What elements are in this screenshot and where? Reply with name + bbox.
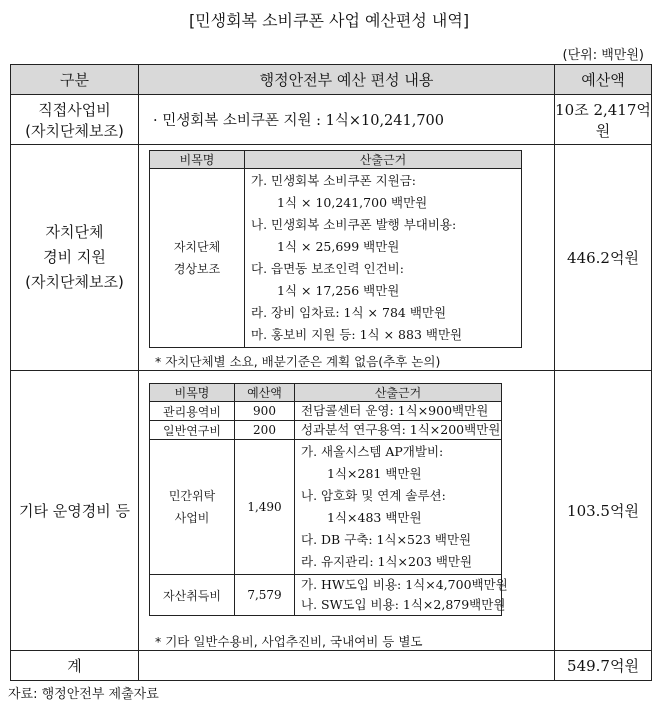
header-amount: 예산액: [555, 65, 652, 95]
total-label: 계: [11, 651, 139, 681]
row2-amount: 446.2억원: [555, 145, 652, 371]
row2-basis: 가. 민생회복 소비쿠폰 지원금: 1식 × 10,241,700 백만원 나. 민생회복 소비쿠폰 발행 부대비용: 1식 × 25,699 백만원 다. 읍면동 보조인력 인건비: 1식 × 17,256 백만원 라. 장비 임차료: 1식 × 784 백만원 마. 홍보비 지원 등: 1식 × 883 백만원: [245, 169, 522, 348]
row3-item-name: 일반연구비: [150, 421, 235, 440]
row-direct-project: [11, 95, 652, 145]
row3-amount: 103.5억원: [555, 371, 652, 651]
row3-item-name: 자산취득비: [150, 575, 235, 616]
header-content: 행정안전부 예산 편성 내용: [139, 65, 555, 95]
row-local-support: [11, 145, 652, 371]
row3-inner-header-basis: 산출근거: [295, 384, 502, 402]
row2-note: * 자치단체별 소요, 배분기준은 계획 없음(추후 논의): [155, 354, 441, 369]
total-empty: [139, 651, 555, 681]
row3-item-amount: 900: [235, 402, 295, 421]
total-amount: 549.7억원: [555, 651, 652, 681]
row3-inner-table: [149, 383, 508, 616]
row2-inner-header-name: 비목명: [150, 151, 245, 169]
header-row: [11, 65, 652, 95]
row3-item-basis: 전담콜센터 운영: 1식×900백만원: [301, 403, 489, 418]
row3-item-amount: 1,490: [235, 440, 295, 575]
row3-item-basis: 성과분석 연구용역: 1식×200백만원: [301, 422, 501, 437]
document-title: [민생회복 소비쿠폰 사업 예산편성 내역]: [188, 11, 470, 30]
row-total: [11, 651, 652, 681]
row3-item-name: 민간위탁 사업비: [150, 440, 235, 575]
row3-content: [139, 371, 555, 651]
row2-content: [139, 145, 555, 371]
row2-inner-header-basis: 산출근거: [245, 151, 522, 169]
row3-item-amount: 200: [235, 421, 295, 440]
row3-item-row: [150, 421, 502, 440]
row3-item-name: 관리용역비: [150, 402, 235, 421]
row1-category: 직접사업비 (자치단체보조): [11, 95, 139, 145]
unit-label: (단위: 백만원): [562, 48, 644, 63]
row-other-expenses: [11, 371, 652, 651]
source-note: 자료: 행정안전부 제출자료: [8, 687, 159, 702]
row3-note: * 기타 일반수용비, 사업추진비, 국내여비 등 별도: [155, 634, 423, 649]
row3-category: 기타 운영경비 등: [11, 371, 139, 651]
row1-content: · 민생회복 소비쿠폰 지원 : 1식×10,241,700: [139, 95, 555, 145]
header-category: 구분: [11, 65, 139, 95]
row2-item-name: 자치단체 경상보조: [150, 169, 245, 348]
row3-item-row: [150, 440, 502, 575]
row3-item-basis: 가. 새올시스템 AP개발비: 1식×281 백만원 나. 암호화 및 연계 솔루션: 1식×483 백만원 다. DB 구축: 1식×523 백만원 라. 유지관리: 1식×203 백만원: [295, 440, 502, 575]
row3-inner-header-amount: 예산액: [235, 384, 295, 402]
row3-inner-header-name: 비목명: [150, 384, 235, 402]
row3-item-row: [150, 575, 502, 616]
row2-category: 자치단체 경비 지원 (자치단체보조): [11, 145, 139, 371]
row3-item-amount: 7,579: [235, 575, 295, 616]
row3-item-basis: 가. HW도입 비용: 1식×4,700백만원 나. SW도입 비용: 1식×2,879백만원: [295, 575, 502, 616]
row1-amount: 10조 2,417억원: [555, 95, 652, 145]
budget-table: [10, 64, 652, 681]
row3-item-row: [150, 402, 502, 421]
row2-inner-table: [149, 150, 522, 348]
